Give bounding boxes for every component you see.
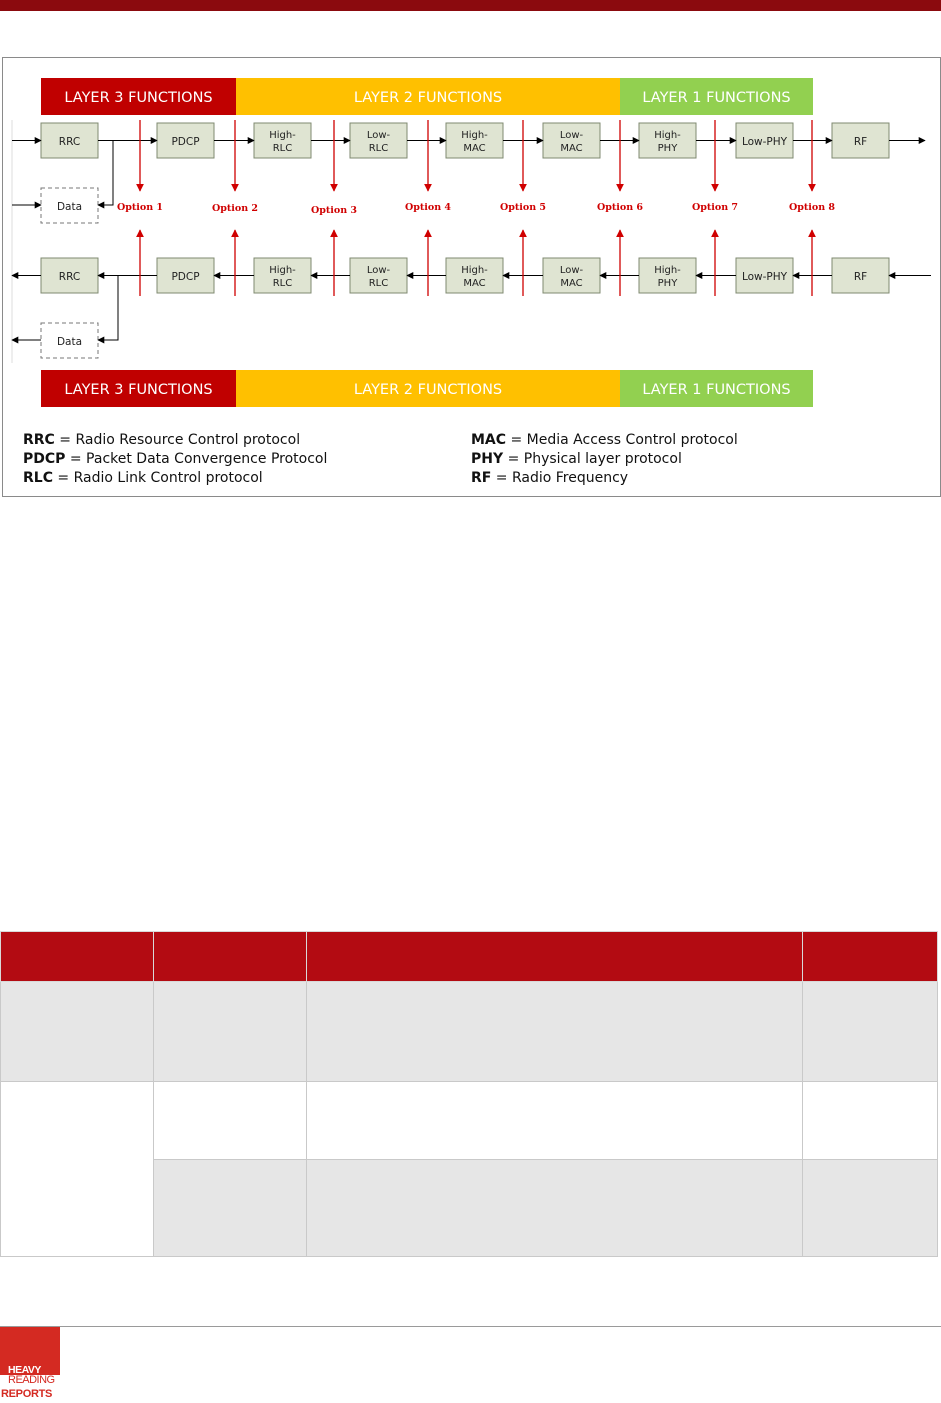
downlink-block-label-low-mac: MAC: [560, 143, 583, 154]
uplink-block-label-high-rlc: RLC: [272, 278, 293, 289]
uplink-block-label-low-mac: Low-: [559, 265, 584, 276]
table-cell: [307, 1082, 803, 1160]
uplink-block-label-low-phy: Low-PHY: [741, 271, 788, 283]
downlink-block-label-pdcp: PDCP: [171, 136, 200, 148]
downlink-block-label-low-phy: Low-PHY: [741, 136, 788, 148]
uplink-block-label-low-rlc: Low-: [366, 265, 391, 276]
functional-split-figure: [2, 57, 941, 497]
uplink-block-label-high-mac: MAC: [463, 278, 486, 289]
layer-band-label-l2: LAYER 2 FUNCTIONS: [353, 90, 503, 106]
downlink-block-label-low-rlc: Low-: [366, 130, 391, 141]
table-header-row: [1, 932, 938, 982]
table-row: [1, 1082, 938, 1160]
logo-text-reading: READING: [8, 1374, 55, 1386]
uplink-block-label-low-mac: MAC: [560, 278, 583, 289]
downlink-block-label-high-rlc: High-: [269, 130, 296, 141]
split-option-label: Option 4: [404, 202, 452, 213]
legend-item-pdcp: PDCP = Packet Data Convergence Protocol: [23, 451, 328, 467]
table-cell: [154, 1160, 307, 1257]
table-cell: [307, 1160, 803, 1257]
downlink-block-label-low-mac: Low-: [559, 130, 584, 141]
split-option-label: Option 8: [788, 202, 836, 213]
header-cell: [154, 932, 307, 982]
uplink-block-label-high-rlc: High-: [269, 265, 296, 276]
split-option-label: Option 1: [116, 202, 164, 213]
table-cell: [802, 1160, 937, 1257]
split-option-label: Option 2: [211, 203, 259, 214]
table-cell: [307, 982, 803, 1082]
layer-band-label-l3: LAYER 3 FUNCTIONS: [64, 382, 213, 398]
uplink-block-label-high-mac: High-: [461, 265, 488, 276]
uplink-block-label-pdcp: PDCP: [171, 271, 200, 283]
split-option-label: Option 5: [499, 202, 547, 213]
top-bar: [0, 0, 941, 11]
downlink-block-label-low-rlc: RLC: [368, 143, 389, 154]
downlink-block-label-high-phy: High-: [654, 130, 681, 141]
legend-item-mac: MAC = Media Access Control protocol: [471, 432, 738, 448]
uplink-block-label-rf: RF: [853, 271, 868, 283]
pdcp-to-data-connector: [98, 276, 118, 341]
table-row: [1, 982, 938, 1082]
table-cell: [154, 982, 307, 1082]
downlink-block-label-high-mac: High-: [461, 130, 488, 141]
table-cell: [1, 982, 154, 1082]
downlink-block-label-high-rlc: RLC: [272, 143, 293, 154]
table-cell: [154, 1082, 307, 1160]
data-to-pdcp-connector: [98, 141, 113, 206]
downlink-block-label-high-phy: PHY: [657, 143, 678, 154]
downlink-data-label: Data: [56, 201, 83, 213]
logo-text-heavy: HEAVY: [8, 1364, 41, 1376]
downlink-block-label-high-mac: MAC: [463, 143, 486, 154]
split-options-diagram: [3, 58, 940, 496]
layer-band-label-l1: LAYER 1 FUNCTIONS: [642, 90, 791, 106]
legend-item-phy: PHY = Physical layer protocol: [471, 451, 682, 467]
uplink-block-label-rrc: RRC: [58, 271, 81, 283]
header-cell: [307, 932, 803, 982]
downlink-block-label-rrc: RRC: [58, 136, 81, 148]
uplink-block-label-low-rlc: RLC: [368, 278, 389, 289]
layer-band-label-l3: LAYER 3 FUNCTIONS: [64, 90, 213, 106]
split-option-label: Option 3: [310, 205, 358, 216]
layer-band-label-l2: LAYER 2 FUNCTIONS: [353, 382, 503, 398]
header-cell: [1, 932, 154, 982]
footer-divider: [0, 1326, 941, 1327]
legend-item-rf: RF = Radio Frequency: [471, 470, 629, 486]
downlink-block-label-rf: RF: [853, 136, 868, 148]
uplink-block-label-high-phy: PHY: [657, 278, 678, 289]
split-option-label: Option 6: [596, 202, 644, 213]
table-cell: [1, 1082, 154, 1257]
legend-item-rrc: RRC = Radio Resource Control protocol: [23, 432, 301, 448]
comparison-table: [0, 931, 938, 1257]
legend-item-rlc: RLC = Radio Link Control protocol: [23, 470, 263, 486]
header-cell: [802, 932, 937, 982]
split-option-label: Option 7: [691, 202, 739, 213]
uplink-block-label-high-phy: High-: [654, 265, 681, 276]
heavy-reading-logo: [0, 1327, 62, 1403]
table-cell: [802, 1082, 937, 1160]
logo-text-reports: REPORTS: [1, 1388, 53, 1400]
table-cell: [802, 982, 937, 1082]
layer-band-label-l1: LAYER 1 FUNCTIONS: [642, 382, 791, 398]
uplink-data-label: Data: [56, 336, 83, 348]
